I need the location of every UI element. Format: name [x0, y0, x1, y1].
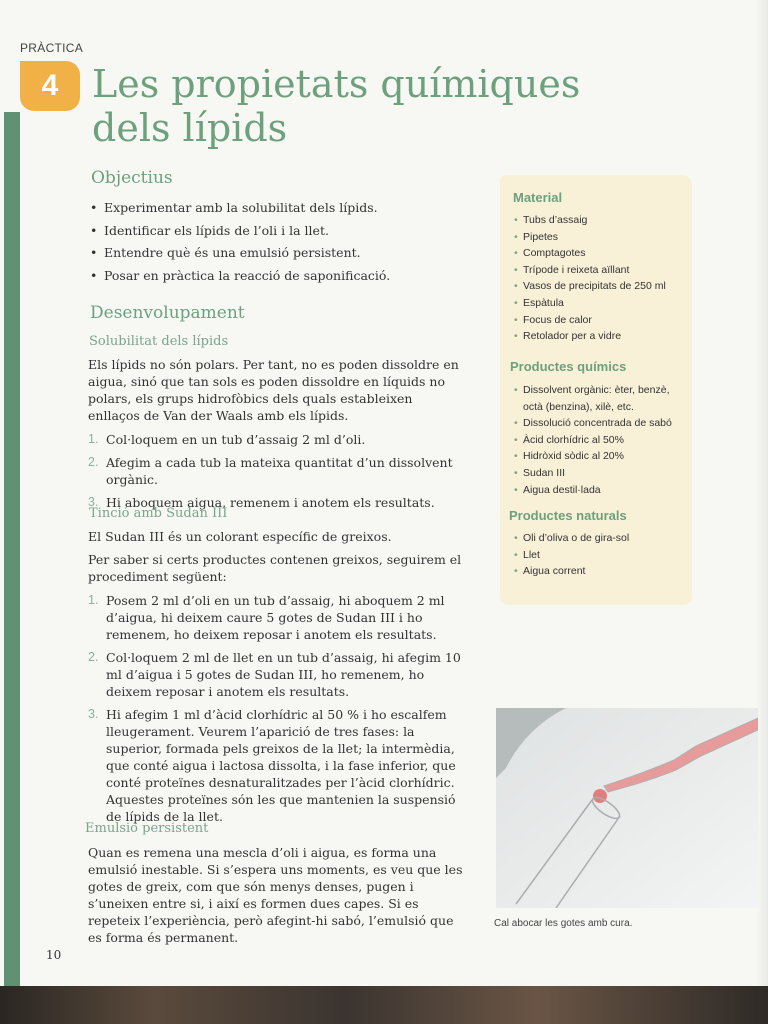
list-item: • Retolador per a vidre	[514, 328, 686, 345]
chemicals-list	[514, 382, 686, 498]
sudan-intro-2: Per saber si certs productes contenen greixos, seguirem el procediment següent:	[88, 552, 462, 584]
page-title: Les propietats químiques dels lípids	[92, 62, 581, 150]
sudan-intro-1: El Sudan III és un colorant específic de greixos.	[88, 529, 392, 544]
objectives-list	[88, 197, 468, 287]
list-item: • Sudan III	[514, 465, 686, 482]
list-item: • Comptagotes	[514, 245, 686, 262]
left-accent-bar	[4, 112, 20, 992]
step-number: 2.	[88, 650, 99, 664]
section-label: PRÀCTICA	[20, 41, 84, 55]
material-list	[514, 212, 686, 345]
pipette-illustration	[496, 708, 758, 908]
objectives-heading: Objectius	[91, 168, 173, 188]
step-number: 2.	[88, 455, 99, 469]
sudan-steps	[88, 592, 468, 825]
step-text: Afegim a cada tub la mateixa quantitat d’un dissolvent orgànic.	[106, 455, 453, 487]
list-item	[88, 706, 468, 825]
emulsion-text: Quan es remena una mescla d’oli i aigua, es forma una emulsió inestable. Si s’espera uns moments, es veu que les gotes de greix, com que són menys denses, pugen i s’uneixen entre si, i així es formen dues capes. Si es repeteix l’experiència, però afegint-hi sabó, l’emulsió que es forma és permanent.	[88, 845, 463, 945]
bottom-decorative-strip	[0, 986, 768, 1024]
photo-caption: Cal abocar les gotes amb cura.	[494, 918, 633, 929]
list-item: • Pipetes	[514, 229, 686, 246]
list-item: • Àcid clorhídric al 50%	[514, 432, 686, 449]
list-item: • Hidròxid sòdic al 20%	[514, 448, 686, 465]
list-item: • Espàtula	[514, 295, 686, 312]
list-item: • Focus de calor	[514, 312, 686, 329]
practice-number-badge: 4	[20, 61, 80, 111]
natural-products-list	[514, 530, 686, 580]
sudan-heading: Tinció amb Sudan III	[89, 506, 228, 521]
step-number: 3.	[88, 707, 99, 721]
step-text: Hi aboquem aigua, remenem i anotem els resultats.	[106, 495, 435, 510]
list-item	[88, 592, 468, 643]
page-number: 10	[46, 948, 62, 962]
solubility-intro: Els lípids no són polars. Per tant, no es poden dissoldre en aigua, sinó que tan sols es poden dissoldre en líquids no polars, els grups hidrofòbics dels quals estableixen enllaços de Van der Waals amb els lípids.	[88, 357, 459, 423]
step-text: Col·loquem 2 ml de llet en un tub d’assaig, hi afegim 10 ml d’aigua i 5 gotes de Sudan III, ho remenem, ho deixem reposar i anotem els resultats.	[106, 650, 461, 699]
list-item: • Aigua destil·lada	[514, 482, 686, 499]
list-item: • Llet	[514, 547, 686, 564]
step-number: 1.	[88, 593, 99, 607]
list-item	[88, 649, 468, 700]
list-item: • Posar en pràctica la reacció de saponificació.	[88, 265, 468, 288]
list-item: • Oli d’oliva o de gira-sol	[514, 530, 686, 547]
list-item	[88, 431, 468, 448]
list-item: • Aigua corrent	[514, 563, 686, 580]
step-text: Posem 2 ml d’oli en un tub d’assaig, hi aboquem 2 ml d’aigua, hi deixem caure 5 gotes de Sudan III i ho remenem, ho deixem reposar i anotem els resultats.	[106, 593, 445, 642]
step-number: 1.	[88, 432, 99, 446]
step-number: 3.	[88, 495, 99, 509]
list-item: • Experimentar amb la solubilitat dels lípids.	[88, 197, 468, 220]
step-text: Hi afegim 1 ml d’àcid clorhídric al 50 % i ho escalfem lleugerament. Veurem l’aparició de tres fases: la superior, formada pels greixos de la llet; la intermèdia, que conté aigua i lactosa dissolta, i la fase inferior, que conté proteïnes desnaturalitzades per l’àcid clorhídric. Aquestes proteïnes són les que mantenien la suspensió de lípids de la llet.	[106, 707, 456, 824]
list-item: • Dissolució concentrada de sabó	[514, 415, 686, 432]
chemicals-heading: Productes químics	[510, 359, 627, 374]
natural-products-heading: Productes naturals	[509, 508, 627, 523]
solubility-steps	[88, 431, 468, 511]
list-item: • Identificar els lípids de l’oli i la llet.	[88, 220, 468, 243]
emulsion-heading: Emulsió persistent	[85, 821, 209, 836]
list-item	[88, 454, 468, 488]
step-text: Col·loquem en un tub d’assaig 2 ml d’oli.	[106, 432, 366, 447]
list-item: • Entendre què és una emulsió persistent.	[88, 242, 468, 265]
pipette-photo	[496, 708, 758, 908]
solubility-heading: Solubilitat dels lípids	[89, 334, 229, 349]
list-item: • Dissolvent orgànic: èter, benzè, octà (benzina), xilè, etc.	[514, 382, 686, 415]
list-item: • Tubs d’assaig	[514, 212, 686, 229]
list-item: • Vasos de precipitats de 250 ml	[514, 278, 686, 295]
list-item: • Trípode i reixeta aïllant	[514, 262, 686, 279]
development-heading: Desenvolupament	[90, 303, 245, 323]
material-heading: Material	[513, 190, 563, 205]
